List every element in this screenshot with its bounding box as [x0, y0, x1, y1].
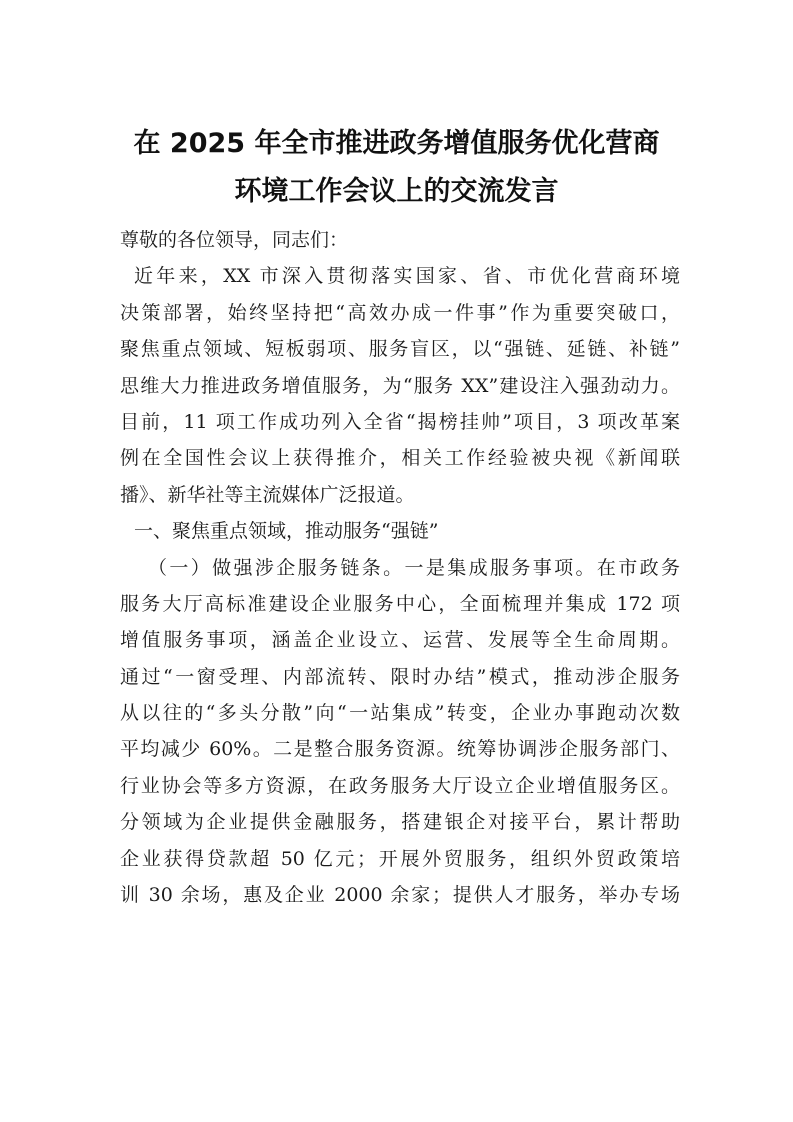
body-line: 服务大厅高标准建设企业服务中心，全面梳理并集成 172 项: [120, 592, 680, 615]
body-line: 例在全国性会议上获得推介，相关工作经验被央视《新闻联: [120, 447, 680, 470]
body-line: 决策部署，始终坚持把“高效办成一件事”作为重要突破口，: [120, 301, 680, 324]
document-title-line-2: 环境工作会议上的交流发言: [234, 176, 559, 207]
body-line: 通过“一窗受理、内部流转、限时办结”模式，推动涉企服务: [120, 665, 680, 688]
body-line: 增值服务事项，涵盖企业设立、运营、发展等全生命周期。: [120, 629, 680, 652]
body-line: 思维大力推进政务增值服务，为“服务 XX”建设注入强劲动力。: [120, 374, 680, 397]
body-line: 近年来，XX 市深入贯彻落实国家、省、市优化营商环境: [134, 265, 680, 288]
body-line: 从以往的“多头分散”向“一站集成”转变，企业办事跑动次数: [120, 702, 680, 725]
body-line: 分领域为企业提供金融服务，搭建银企对接平台，累计帮助: [120, 811, 680, 834]
body-line: 训 30 余场，惠及企业 2000 余家；提供人才服务，举办专场: [120, 884, 680, 907]
body-line: 行业协会等多方资源，在政务服务大厅设立企业增值服务区。: [120, 774, 680, 797]
body-line: 目前，11 项工作成功列入全省“揭榜挂帅”项目，3 项改革案: [120, 410, 680, 433]
body-line: 企业获得贷款超 50 亿元；开展外贸服务，组织外贸政策培: [120, 847, 680, 870]
section-heading: 一、聚焦重点领域，推动服务“强链”: [134, 520, 439, 543]
document-body: [120, 222, 680, 913]
body-line: 聚焦重点领域、短板弱项、服务盲区，以“强链、延链、补链”: [120, 338, 680, 361]
body-line: 平均减少 60%。二是整合服务资源。统筹协调涉企服务部门、: [120, 738, 680, 761]
salutation: 尊敬的各位领导，同志们：: [120, 229, 349, 251]
subsection-line: （一）做强涉企服务链条。一是集成服务事项。在市政务: [148, 556, 680, 579]
body-line: 播》、新华社等主流媒体广泛报道。: [120, 483, 415, 506]
document-title-line-1: 在 2025 年全市推进政务增值服务优化营商: [133, 128, 660, 159]
